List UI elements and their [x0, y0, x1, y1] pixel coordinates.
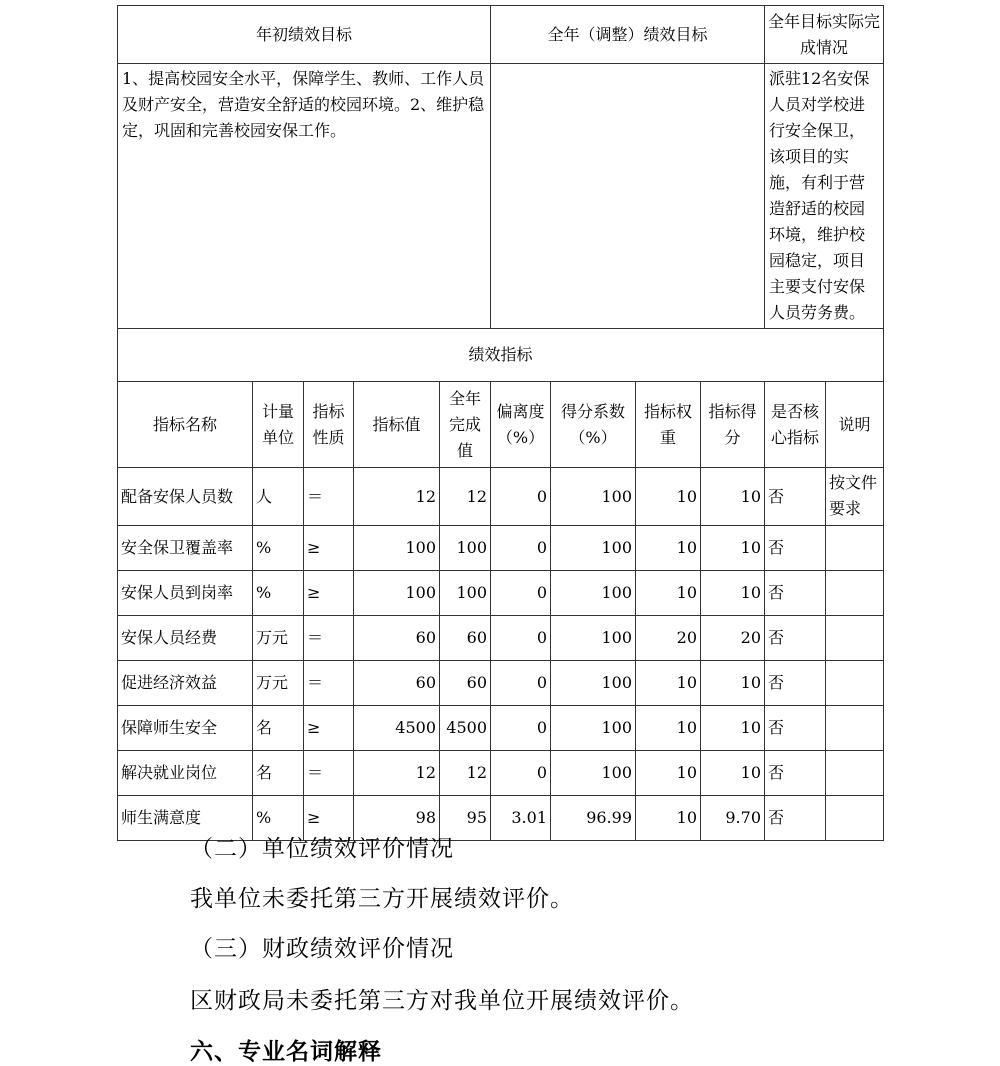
indicator-coefficient: 100 [551, 571, 636, 616]
indicator-deviation: 0 [491, 706, 551, 751]
indicator-note [826, 706, 884, 751]
indicators-title-row [118, 329, 884, 382]
indicator-actual: 12 [440, 468, 491, 526]
indicator-weight: 10 [636, 526, 701, 571]
indicator-core: 否 [765, 616, 826, 661]
indicator-core: 否 [765, 661, 826, 706]
indicator-coefficient: 100 [551, 661, 636, 706]
indicator-weight: 10 [636, 661, 701, 706]
indicator-coefficient: 100 [551, 706, 636, 751]
indicator-weight: 10 [636, 468, 701, 526]
goals-content-row [118, 64, 884, 329]
indicator-note [826, 616, 884, 661]
indicator-nature: ＝ [304, 661, 354, 706]
indicator-target: 12 [354, 751, 440, 796]
indicator-core: 否 [765, 526, 826, 571]
indicator-weight: 10 [636, 751, 701, 796]
indicator-deviation: 0 [491, 751, 551, 796]
table-row [118, 526, 884, 571]
indicator-nature: ≥ [304, 526, 354, 571]
indicator-nature: ＝ [304, 751, 354, 796]
col-header-core: 是否核心指标 [765, 382, 826, 468]
header-adjusted-goal: 全年（调整）绩效目标 [491, 6, 765, 64]
indicator-score: 9.70 [701, 796, 765, 841]
indicator-target: 98 [354, 796, 440, 841]
indicator-name: 师生满意度 [118, 796, 253, 841]
indicator-core: 否 [765, 751, 826, 796]
indicator-actual: 60 [440, 661, 491, 706]
indicator-unit: 万元 [253, 616, 304, 661]
indicator-score: 10 [701, 468, 765, 526]
indicator-target: 100 [354, 571, 440, 616]
indicator-note: 按文件要求 [826, 468, 884, 526]
indicator-unit: % [253, 571, 304, 616]
indicator-name: 配备安保人员数 [118, 468, 253, 526]
initial-goal-text: 1、提高校园安全水平，保障学生、教师、工作人员及财产安全，营造安全舒适的校园环境。2、维护稳定，巩固和完善校园安保工作。 [118, 64, 491, 329]
indicator-core: 否 [765, 468, 826, 526]
indicator-coefficient: 100 [551, 526, 636, 571]
col-header-unit: 计量单位 [253, 382, 304, 468]
indicator-target: 60 [354, 661, 440, 706]
indicator-weight: 10 [636, 571, 701, 616]
indicator-target: 12 [354, 468, 440, 526]
indicator-score: 10 [701, 751, 765, 796]
table-row [118, 751, 884, 796]
indicator-unit: 人 [253, 468, 304, 526]
indicator-weight: 10 [636, 706, 701, 751]
indicator-coefficient: 100 [551, 468, 636, 526]
indicator-note [826, 751, 884, 796]
indicator-nature: ≥ [304, 706, 354, 751]
indicator-nature: ≥ [304, 571, 354, 616]
col-header-coefficient: 得分系数（%） [551, 382, 636, 468]
col-header-deviation: 偏离度（%） [491, 382, 551, 468]
table-row [118, 468, 884, 526]
col-header-nature: 指标性质 [304, 382, 354, 468]
indicator-target: 4500 [354, 706, 440, 751]
indicator-name: 促进经济效益 [118, 661, 253, 706]
table-row [118, 706, 884, 751]
terms-heading: 六、专业名词解释 [190, 1038, 382, 1065]
indicator-coefficient: 100 [551, 616, 636, 661]
indicator-score: 20 [701, 616, 765, 661]
goals-header-row [118, 6, 884, 64]
indicator-deviation: 0 [491, 571, 551, 616]
col-header-name: 指标名称 [118, 382, 253, 468]
col-header-actual: 全年完成值 [440, 382, 491, 468]
adjusted-goal-text [491, 64, 765, 329]
indicators-header-row [118, 382, 884, 468]
indicator-nature: ＝ [304, 468, 354, 526]
col-header-score: 指标得分 [701, 382, 765, 468]
indicator-deviation: 0 [491, 661, 551, 706]
fiscal-eval-text: 区财政局未委托第三方对我单位开展绩效评价。 [190, 988, 694, 1014]
indicator-unit: % [253, 526, 304, 571]
indicator-note [826, 571, 884, 616]
indicator-unit: % [253, 796, 304, 841]
table-row [118, 616, 884, 661]
table-row [118, 571, 884, 616]
indicator-note [826, 796, 884, 841]
indicator-actual: 100 [440, 526, 491, 571]
indicator-actual: 100 [440, 571, 491, 616]
indicator-core: 否 [765, 796, 826, 841]
indicator-nature: ＝ [304, 616, 354, 661]
indicator-name: 安保人员到岗率 [118, 571, 253, 616]
header-actual-completion: 全年目标实际完成情况 [765, 6, 884, 64]
indicator-core: 否 [765, 706, 826, 751]
col-header-weight: 指标权重 [636, 382, 701, 468]
indicator-score: 10 [701, 661, 765, 706]
indicators-title: 绩效指标 [118, 329, 884, 382]
table-row [118, 661, 884, 706]
indicator-target: 100 [354, 526, 440, 571]
indicator-unit: 名 [253, 706, 304, 751]
indicator-actual: 95 [440, 796, 491, 841]
indicator-actual: 4500 [440, 706, 491, 751]
unit-eval-text: 我单位未委托第三方开展绩效评价。 [190, 886, 574, 912]
indicator-unit: 名 [253, 751, 304, 796]
indicator-score: 10 [701, 706, 765, 751]
indicator-coefficient: 100 [551, 751, 636, 796]
indicator-weight: 10 [636, 796, 701, 841]
indicator-actual: 12 [440, 751, 491, 796]
indicator-core: 否 [765, 571, 826, 616]
indicator-score: 10 [701, 571, 765, 616]
indicator-note [826, 526, 884, 571]
indicator-note [826, 661, 884, 706]
indicator-coefficient: 96.99 [551, 796, 636, 841]
col-header-note: 说明 [826, 382, 884, 468]
col-header-target: 指标值 [354, 382, 440, 468]
indicator-name: 安保人员经费 [118, 616, 253, 661]
indicator-weight: 20 [636, 616, 701, 661]
indicator-name: 保障师生安全 [118, 706, 253, 751]
unit-eval-heading: （二）单位绩效评价情况 [190, 836, 454, 862]
indicator-deviation: 0 [491, 616, 551, 661]
indicator-name: 安全保卫覆盖率 [118, 526, 253, 571]
indicator-nature: ≥ [304, 796, 354, 841]
header-initial-goal: 年初绩效目标 [118, 6, 491, 64]
indicator-score: 10 [701, 526, 765, 571]
indicator-deviation: 0 [491, 526, 551, 571]
indicator-deviation: 0 [491, 468, 551, 526]
fiscal-eval-heading: （三）财政绩效评价情况 [190, 936, 454, 962]
indicator-actual: 60 [440, 616, 491, 661]
actual-completion-text: 派驻12名安保人员对学校进行安全保卫，该项目的实施，有利于营造舒适的校园环境，维护校园稳定，项目主要支付安保人员劳务费。 [765, 64, 884, 329]
indicator-unit: 万元 [253, 661, 304, 706]
indicator-deviation: 3.01 [491, 796, 551, 841]
performance-table [117, 5, 884, 841]
indicator-name: 解决就业岗位 [118, 751, 253, 796]
indicator-target: 60 [354, 616, 440, 661]
